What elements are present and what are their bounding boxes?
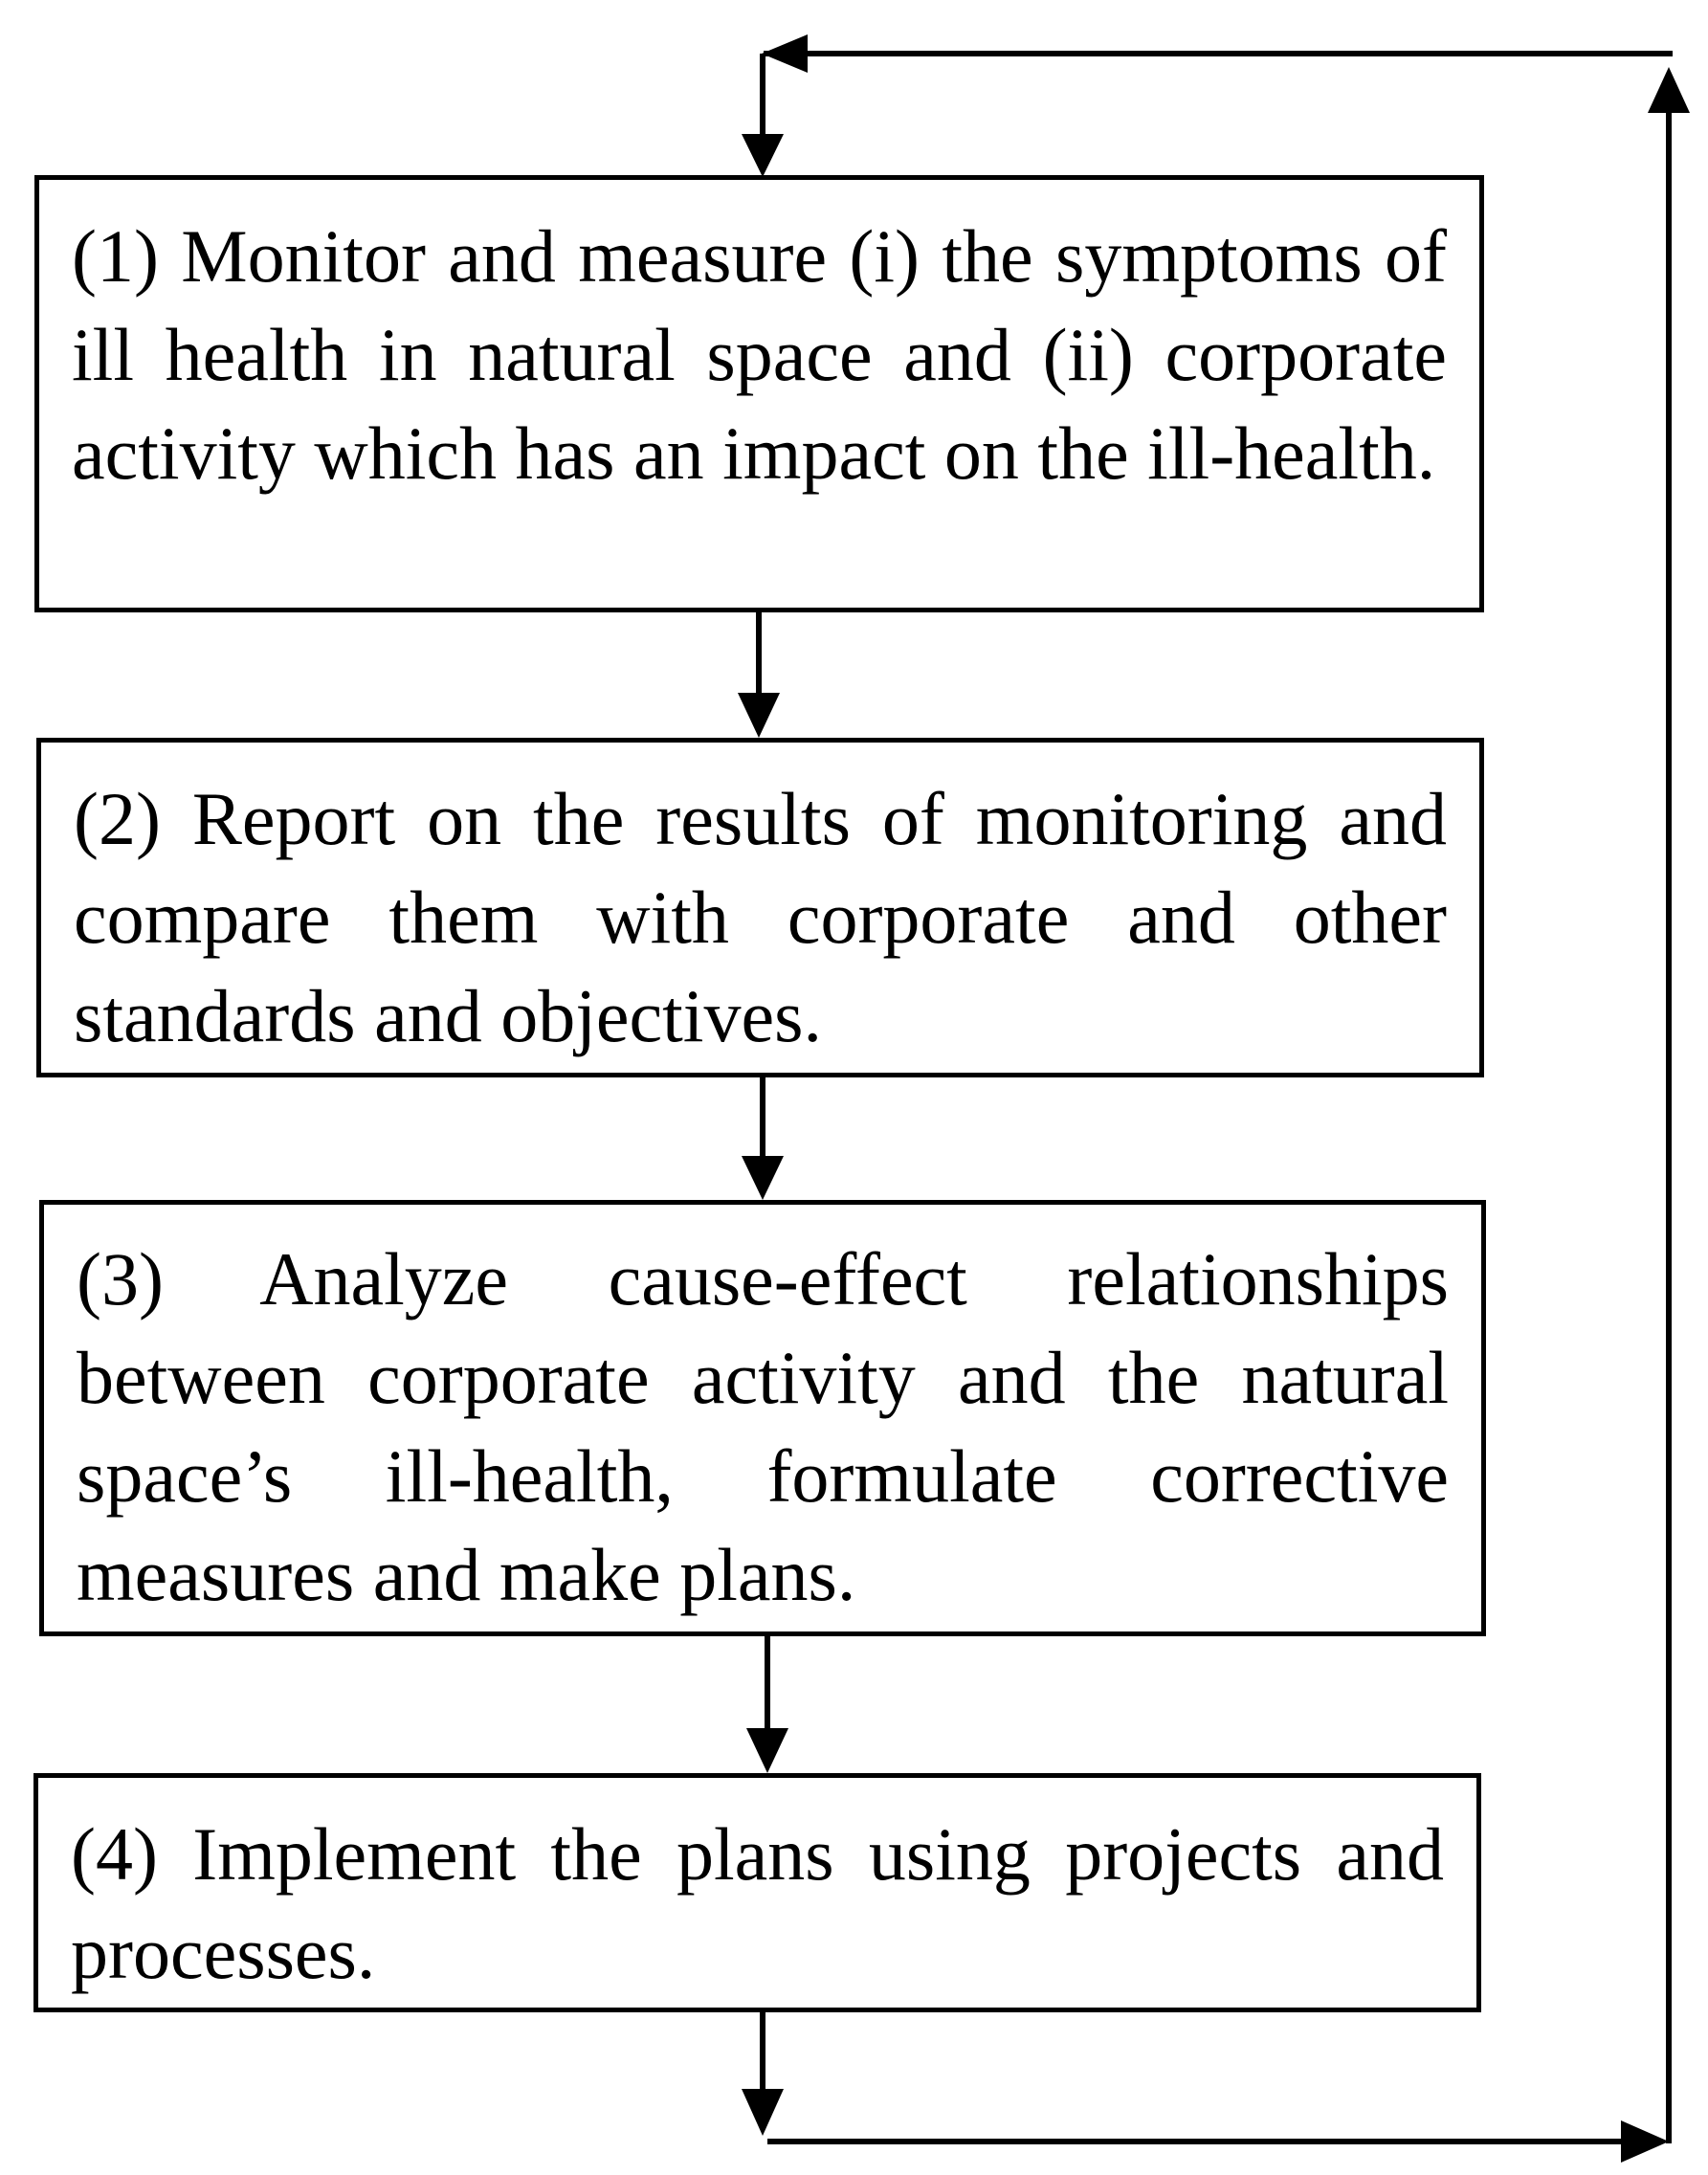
exit-arrowhead-icon (742, 2089, 784, 2136)
step-3-box (39, 1200, 1486, 1636)
loop-right-arrowhead-icon (1648, 67, 1690, 113)
loop-bottom-arrowhead-icon (1621, 2120, 1669, 2163)
step-2-box (36, 738, 1484, 1077)
step-2-text: (2) Report on the results of monitoring and compare them with corporate and other standards and objectives. (74, 777, 1447, 1057)
step-3-text: (3) Analyze cause-effect relationships between corporate activity and the natural space’s ill-health, formulate corrective measures and make plans. (77, 1237, 1449, 1616)
step-4-text: (4) Implement the plans using projects and processes. (71, 1812, 1444, 1994)
loop-top-arrowhead-icon (762, 34, 808, 73)
step-4-box (33, 1773, 1481, 2012)
step-1-box (34, 175, 1484, 612)
step-1-text: (1) Monitor and measure (i) the symptoms of ill health in natural space and (ii) corporate activity which has an impact on the ill-health. (72, 214, 1447, 495)
entry-arrowhead-icon (742, 134, 784, 177)
connector-2-3-arrowhead-icon (742, 1156, 784, 1200)
connector-1-2-arrowhead-icon (738, 693, 780, 738)
connector-3-4-arrowhead-icon (746, 1728, 788, 1773)
